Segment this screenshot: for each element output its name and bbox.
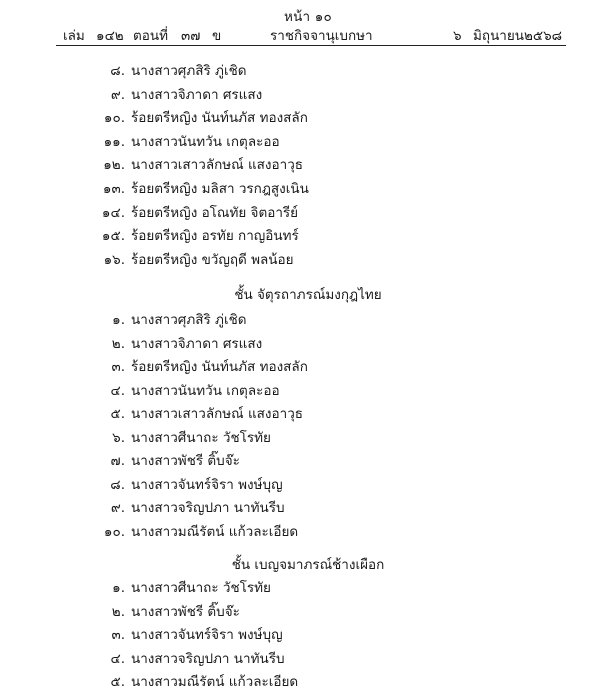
item-number: ๕. (110, 674, 125, 690)
item-name: นางสาวศีนาถะ วัชโรทัย (131, 429, 271, 446)
item-number: ๑๒. (103, 157, 125, 174)
item-number: ๙. (110, 86, 125, 103)
item-number: ๑. (112, 312, 125, 328)
item-name: นางสาวมณีรัตน์ แก้วละเอียด (131, 523, 299, 540)
item-number: ๑๐. (103, 110, 125, 127)
item-number: ๘. (110, 63, 125, 79)
item-number: ๖. (112, 429, 125, 446)
item-number: ๑๖. (103, 251, 125, 268)
volume-label: เล่ม (63, 28, 85, 44)
section-label: ตอนที่ (133, 28, 169, 44)
section-number: ๓๗ (181, 28, 201, 44)
section-title-chattura: ชั้น จัตุรถาภรณ์มงกุฎไทย (234, 287, 382, 303)
item-name: ร้อยตรีหญิง อรทัย กาญอินทร์ (131, 228, 299, 245)
item-number: ๑๕. (101, 228, 125, 245)
item-number: ๘. (110, 476, 125, 493)
item-name: ร้อยตรีหญิง ขวัญฤดี พลน้อย (131, 251, 294, 268)
item-name: นางสาวจันทร์จิรา พงษ์บุญ (131, 476, 283, 493)
item-number: ๑. (112, 580, 125, 596)
item-number: ๔. (110, 382, 125, 399)
item-name: นางสาวจริญปภา นาทันรีบ (131, 650, 285, 667)
item-name: ร้อยตรีหญิง อโณทัย จิตอารีย์ (131, 204, 299, 221)
date-year: ๒๕๖๘ (524, 28, 563, 44)
volume-number: ๑๔๒ (96, 28, 124, 44)
item-number: ๒. (111, 603, 125, 620)
item-name: นางสาวศุภสิริ ภู่เชิด (131, 63, 247, 79)
item-name: นางสาวจิภาดา ศรแสง (131, 335, 263, 352)
item-name: นางสาวจันทร์จิรา พงษ์บุญ (131, 627, 283, 643)
item-name: นางสาวศีนาถะ วัชโรทัย (131, 580, 271, 596)
item-number: ๙. (110, 500, 125, 516)
item-number: ๓. (111, 627, 125, 643)
item-name: นางสาวจิภาดา ศรแสง (131, 86, 263, 103)
item-name: ร้อยตรีหญิง นันท์นภัส ทองสลัก (131, 359, 308, 375)
item-name: ร้อยตรีหญิง มลิสา วรกฎสูงเนิน (131, 181, 309, 197)
item-name: นางสาวพัชรี ติ๊บจ๊ะ (131, 453, 240, 469)
section-sub: ข (212, 28, 222, 44)
date-month: มิถุนายน (473, 28, 525, 44)
item-number: ๕. (110, 406, 125, 422)
header-divider (56, 45, 566, 46)
item-name: นางสาวเสาวลักษณ์ แสงอาวุธ (131, 406, 304, 422)
section-title-benchama: ชั้น เบญจมาภรณ์ช้างเผือก (231, 557, 385, 573)
item-name: นางสาวจริญปภา นาทันรีบ (131, 500, 285, 516)
item-number: ๗. (110, 453, 125, 469)
item-name: นางสาวพัชรี ติ๊บจ๊ะ (131, 603, 240, 620)
item-number: ๑๓. (102, 181, 125, 197)
item-number: ๒. (111, 335, 125, 352)
page-number: หน้า ๑๐ (283, 9, 332, 25)
item-number: ๑๔. (101, 204, 125, 221)
item-number: ๔. (110, 650, 125, 667)
gazette-header (63, 24, 566, 44)
item-number: ๑๑. (103, 133, 125, 150)
item-number: ๑๐. (103, 523, 125, 540)
item-name: นางสาวนันทวัน เกตุละออ (131, 133, 280, 150)
gazette-title: ราชกิจจานุเบกษา (270, 28, 373, 44)
item-number: ๓. (111, 359, 125, 375)
item-name: ร้อยตรีหญิง นันท์นภัส ทองสลัก (131, 110, 308, 127)
date-day: ๖ (453, 28, 462, 44)
item-name: นางสาวเสาวลักษณ์ แสงอาวุธ (131, 157, 304, 174)
item-name: นางสาวมณีรัตน์ แก้วละเอียด (131, 674, 299, 690)
item-name: นางสาวศุภสิริ ภู่เชิด (131, 312, 247, 328)
item-name: นางสาวนันทวัน เกตุละออ (131, 382, 280, 399)
